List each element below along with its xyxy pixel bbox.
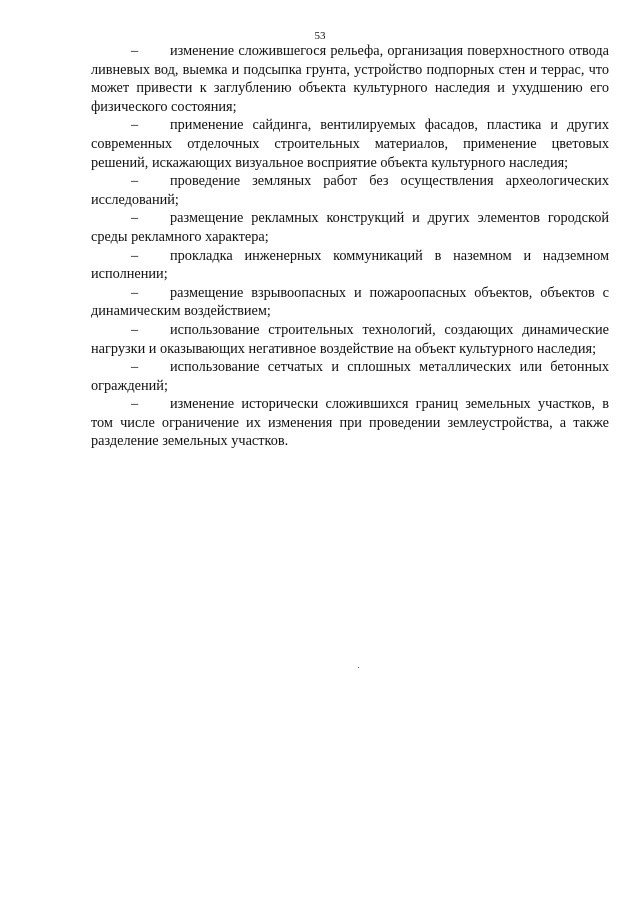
bullet-dash: –: [131, 359, 139, 376]
bullet-dash: –: [131, 210, 139, 227]
page-number: 53: [314, 30, 326, 42]
bullet-dash: –: [131, 173, 139, 190]
list-item: [91, 116, 609, 172]
list-item-text: прокладка инженерных коммуникаций в наземном и надземном исполнении;: [91, 247, 609, 283]
list-item-text: размещение взрывоопасных и пожароопасных объектов, объектов с динамическим воздействием;: [91, 284, 609, 320]
list-item-text: изменение исторически сложившихся границ земельных участков, в том числе ограничение их изменения при проведении землеустройства, а также разделение земельных участков.: [91, 396, 609, 450]
list-item-text: использование строительных технологий, создающих динамические нагрузки и оказывающих негативное воздействие на объект культурного наследия;: [91, 321, 609, 357]
bullet-dash: –: [131, 117, 139, 134]
bullet-dash: –: [131, 247, 139, 264]
list-item: [91, 172, 609, 209]
list-item: [91, 247, 609, 284]
restrictions-list: [91, 42, 609, 451]
list-item-text: использование сетчатых и сплошных металлических или бетонных ограждений;: [91, 359, 609, 394]
list-item-text: применение сайдинга, вентилируемых фасадов, пластика и других современных отделочных строительных материалов, применение цветовых решений, искажающих визуальное восприятие объекта культурного наследия;: [91, 117, 609, 171]
bullet-dash: –: [131, 284, 139, 301]
list-item: [91, 395, 609, 451]
bullet-dash: –: [131, 321, 139, 338]
list-item-text: размещение рекламных конструкций и других элементов городской среды рекламного характера;: [91, 210, 609, 245]
list-item: [91, 321, 609, 358]
list-item: [91, 358, 609, 395]
bullet-dash: –: [131, 43, 139, 59]
scan-speck: [358, 667, 359, 668]
list-item: [91, 42, 609, 116]
list-item: [91, 284, 609, 321]
list-item: [91, 209, 609, 246]
list-item-text: изменение сложившегося рельефа, организация поверхностного отвода ливневых вод, выемка и подсыпка грунта, устройство подпорных стен и террас, что может привести к заглублению объекта культурного наследия и ухудшению его физического состояния;: [91, 43, 609, 115]
list-item-text: проведение земляных работ без осуществления археологических исследований;: [91, 173, 609, 208]
bullet-dash: –: [131, 396, 139, 413]
